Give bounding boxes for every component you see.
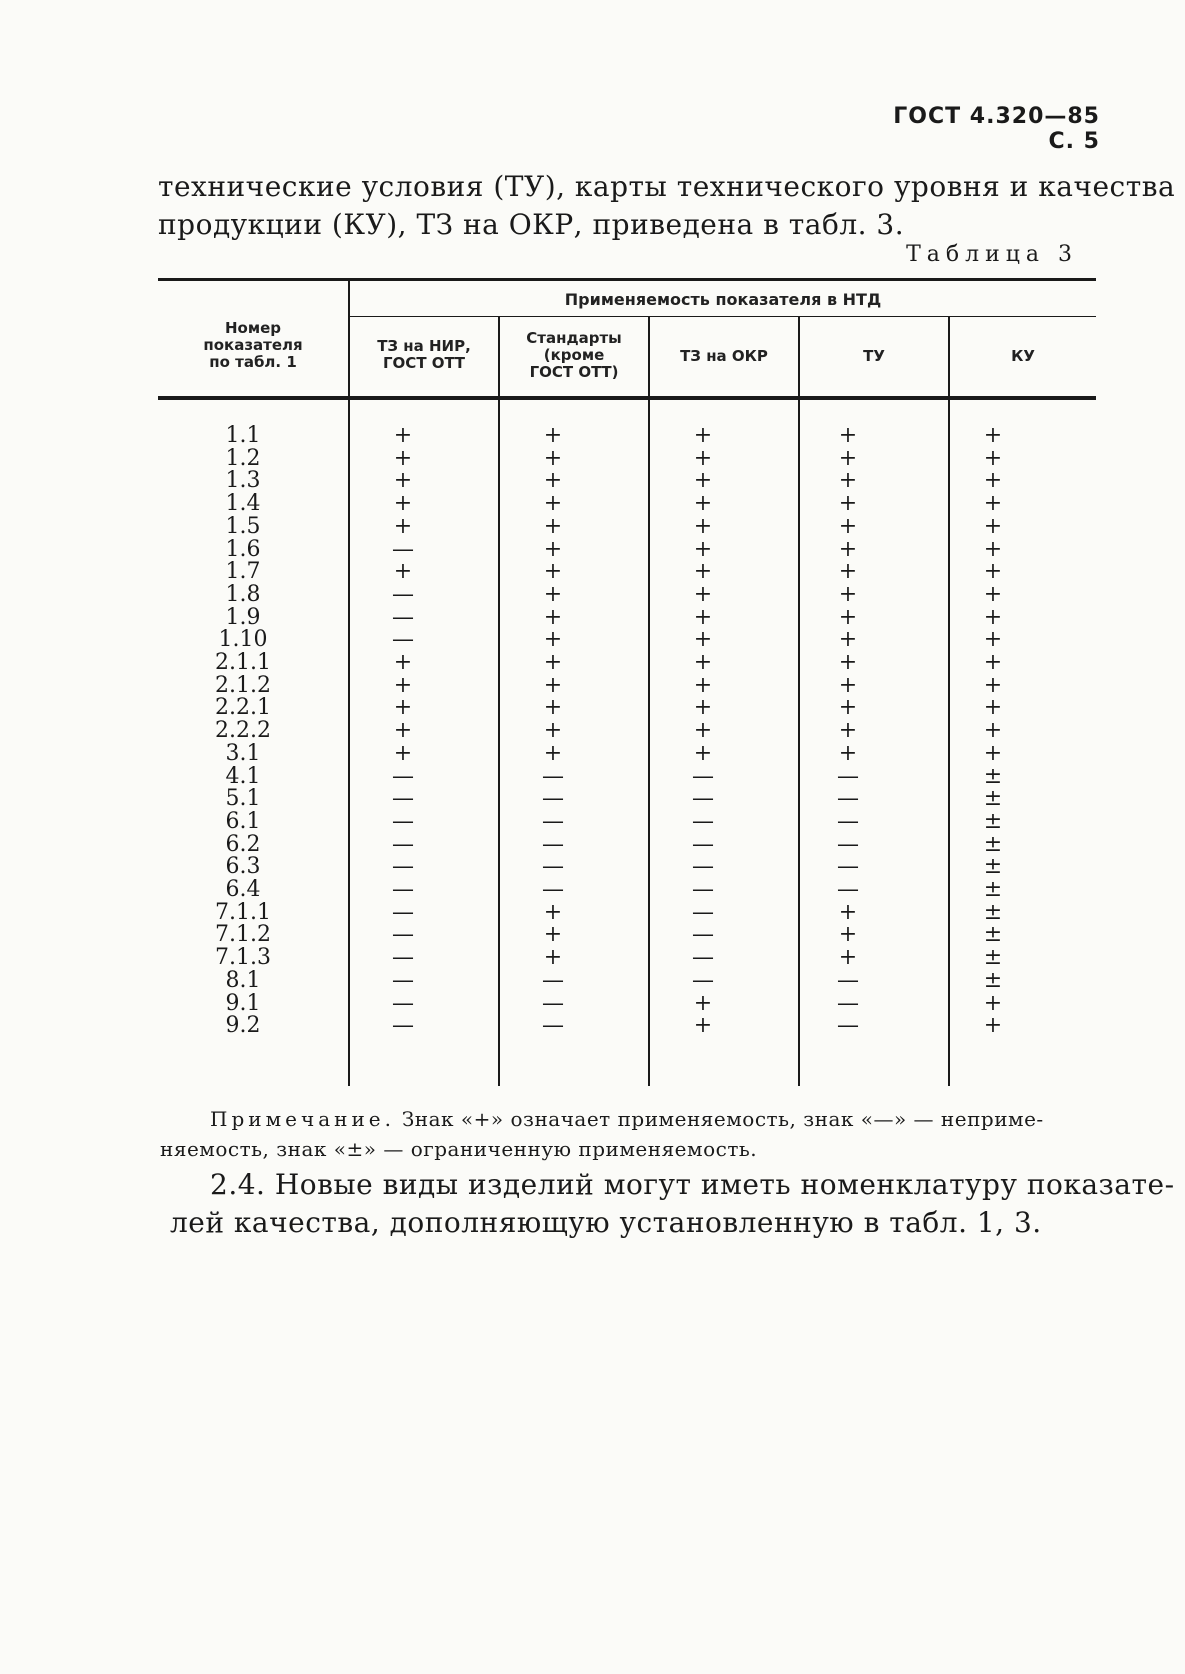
table-row — [158, 696, 1096, 720]
applicability-cell: + — [543, 672, 563, 698]
applicability-cell: + — [543, 581, 563, 607]
applicability-cell: — — [692, 945, 714, 971]
applicability-cell: — — [837, 967, 859, 993]
applicability-cell: + — [693, 990, 713, 1016]
applicability-cell: + — [838, 922, 858, 948]
applicability-cell: + — [693, 559, 713, 585]
applicability-cell: — — [392, 581, 414, 607]
applicability-cell: + — [543, 899, 563, 925]
applicability-cell: + — [543, 922, 563, 948]
table-row — [158, 515, 1096, 539]
applicability-cell: — — [692, 877, 714, 902]
applicability-cell: ± — [983, 786, 1003, 812]
applicability-cell: — — [392, 922, 414, 948]
applicability-cell: — — [692, 831, 714, 857]
applicability-cell: — — [837, 808, 859, 834]
applicability-cell: + — [693, 536, 713, 562]
applicability-cell: + — [543, 491, 563, 517]
applicability-cell: ± — [983, 967, 1003, 993]
applicability-cell: + — [693, 718, 713, 744]
applicability-cell: + — [693, 468, 713, 494]
table-row — [158, 765, 1096, 789]
table-row — [158, 583, 1096, 607]
table-row — [158, 878, 1096, 902]
row-number-cell: 6.3 — [225, 854, 261, 880]
col-header-ku: КУ — [1011, 347, 1035, 365]
applicability-cell: — — [542, 877, 564, 902]
applicability-cell: + — [543, 559, 563, 585]
applicability-cell: + — [393, 491, 413, 517]
applicability-cell: + — [543, 513, 563, 539]
applicability-cell: ± — [983, 763, 1003, 789]
applicability-cell: + — [693, 740, 713, 766]
applicability-cell: — — [392, 899, 414, 925]
applicability-cell: ± — [983, 922, 1003, 948]
applicability-cell: + — [983, 627, 1003, 653]
table-row — [158, 560, 1096, 584]
applicability-cell: + — [983, 559, 1003, 585]
applicability-cell: + — [393, 513, 413, 539]
applicability-cell: — — [392, 990, 414, 1016]
applicability-cell: + — [393, 718, 413, 744]
applicability-cell: + — [838, 559, 858, 585]
row-number-cell: 6.1 — [225, 808, 261, 834]
applicability-cell: + — [838, 945, 858, 971]
applicability-cell: + — [543, 740, 563, 766]
applicability-cell: + — [983, 445, 1003, 471]
applicability-cell: — — [392, 945, 414, 971]
row-number-cell: 1.10 — [218, 627, 268, 653]
applicability-cell: — — [837, 763, 859, 789]
row-number-cell: 9.2 — [225, 1013, 261, 1039]
row-number-cell: 2.1.1 — [215, 650, 271, 675]
group-header: Применяемость показателя в НТД — [564, 290, 882, 309]
table-row — [158, 674, 1096, 698]
applicability-cell: + — [983, 468, 1003, 494]
table-row — [158, 969, 1096, 993]
col-header-number: Номер показателя по табл. 1 — [203, 319, 303, 371]
applicability-cell: + — [693, 491, 713, 517]
table-row — [158, 447, 1096, 471]
row-number-cell: 6.4 — [225, 877, 261, 902]
applicability-cell: — — [837, 1013, 859, 1039]
applicability-cell: + — [693, 423, 713, 448]
applicability-cell: + — [838, 445, 858, 471]
applicability-cell: — — [837, 831, 859, 857]
row-number-cell: 7.1.1 — [215, 899, 271, 925]
applicability-cell: ± — [983, 831, 1003, 857]
row-number-cell: 1.7 — [225, 559, 261, 585]
row-number-cell: 2.2.1 — [215, 695, 271, 721]
table-row — [158, 492, 1096, 516]
row-number-cell: 3.1 — [225, 740, 261, 766]
applicability-cell: — — [692, 899, 714, 925]
note-line-1: Примечание. Знак «+» означает применяемость, знак «—» — неприме- — [210, 1107, 1044, 1131]
applicability-cell: — — [542, 967, 564, 993]
intro-line-1: технические условия (ТУ), карты технического уровня и качества — [158, 170, 1176, 203]
applicability-cell: — — [542, 808, 564, 834]
applicability-cell: ± — [983, 877, 1003, 902]
applicability-cell: — — [392, 854, 414, 880]
applicability-table — [158, 278, 1096, 1086]
applicability-cell: — — [542, 763, 564, 789]
applicability-cell: + — [693, 650, 713, 675]
applicability-cell: — — [692, 786, 714, 812]
applicability-cell: + — [983, 513, 1003, 539]
applicability-cell: — — [692, 967, 714, 993]
applicability-cell: + — [983, 581, 1003, 607]
applicability-cell: + — [838, 627, 858, 653]
table-note — [160, 1104, 1110, 1164]
applicability-cell: + — [393, 672, 413, 698]
applicability-cell: ± — [983, 945, 1003, 971]
table-row — [158, 946, 1096, 970]
applicability-cell: ± — [983, 854, 1003, 880]
applicability-cell: — — [392, 604, 414, 630]
table-top-rule — [158, 278, 1096, 281]
applicability-cell: + — [693, 672, 713, 698]
applicability-cell: — — [392, 627, 414, 653]
applicability-cell: + — [983, 650, 1003, 675]
table-row — [158, 651, 1096, 675]
applicability-cell: + — [838, 513, 858, 539]
table-row — [158, 901, 1096, 925]
row-number-cell: 1.8 — [225, 581, 261, 607]
table-row — [158, 606, 1096, 630]
row-number-cell: 1.2 — [225, 445, 261, 471]
applicability-cell: — — [392, 1013, 414, 1039]
table-row — [158, 923, 1096, 947]
applicability-cell: + — [983, 990, 1003, 1016]
row-number-cell: 6.2 — [225, 831, 261, 857]
paragraph-2-4-line-2: лей качества, дополняющую установленную в табл. 1, 3. — [170, 1206, 1042, 1239]
applicability-cell: — — [392, 763, 414, 789]
applicability-cell: + — [393, 468, 413, 494]
applicability-cell: + — [838, 604, 858, 630]
applicability-cell: + — [983, 740, 1003, 766]
applicability-cell: — — [392, 808, 414, 834]
applicability-cell: + — [543, 536, 563, 562]
applicability-cell: + — [838, 581, 858, 607]
applicability-cell: + — [983, 491, 1003, 517]
applicability-cell: + — [693, 445, 713, 471]
applicability-cell: ± — [983, 899, 1003, 925]
row-number-cell: 2.1.2 — [215, 672, 271, 698]
row-number-cell: 1.4 — [225, 491, 261, 517]
applicability-cell: + — [693, 581, 713, 607]
table-row — [158, 787, 1096, 811]
applicability-cell: — — [692, 854, 714, 880]
row-number-cell: 8.1 — [225, 967, 261, 993]
applicability-cell: + — [983, 604, 1003, 630]
table-row — [158, 833, 1096, 857]
applicability-cell: + — [393, 695, 413, 721]
applicability-cell: — — [542, 1013, 564, 1039]
paragraph-2-4 — [170, 1166, 1175, 1242]
applicability-cell: + — [983, 423, 1003, 448]
applicability-cell: + — [838, 740, 858, 766]
applicability-cell: + — [983, 1013, 1003, 1039]
applicability-cell: + — [983, 536, 1003, 562]
applicability-cell: + — [543, 423, 563, 448]
col-header-tz-nir: ТЗ на НИР, ГОСТ ОТТ — [377, 337, 471, 372]
applicability-cell: — — [692, 808, 714, 834]
table-row — [158, 742, 1096, 766]
applicability-cell: — — [392, 877, 414, 902]
applicability-cell: — — [692, 763, 714, 789]
intro-line-2: продукции (КУ), ТЗ на ОКР, приведена в табл. 3. — [158, 208, 905, 241]
row-number-cell: 1.9 — [225, 604, 261, 630]
intro-paragraph — [158, 168, 1176, 244]
applicability-cell: ± — [983, 808, 1003, 834]
applicability-cell: + — [693, 627, 713, 653]
applicability-cell: + — [838, 718, 858, 744]
table-row — [158, 469, 1096, 493]
table-row — [158, 1014, 1096, 1038]
applicability-cell: — — [392, 831, 414, 857]
applicability-cell: + — [838, 468, 858, 494]
applicability-cell: + — [543, 604, 563, 630]
applicability-cell: + — [838, 650, 858, 675]
row-number-cell: 5.1 — [225, 786, 261, 812]
table-row — [158, 538, 1096, 562]
page-header: ГОСТ 4.320—85 С. 5 — [893, 104, 1100, 154]
note-line-2: няемость, знак «±» — ограниченную применяемость. — [160, 1137, 758, 1161]
applicability-cell: + — [693, 1013, 713, 1039]
applicability-cell: — — [542, 990, 564, 1016]
note-label: Примечание. — [210, 1107, 395, 1131]
col-header-tz-okr: ТЗ на ОКР — [680, 347, 768, 365]
applicability-cell: + — [838, 672, 858, 698]
applicability-cell: — — [542, 786, 564, 812]
applicability-cell: — — [837, 786, 859, 812]
row-number-cell: 7.1.3 — [215, 945, 271, 971]
col-header-standards: Стандарты (кроме ГОСТ ОТТ) — [526, 329, 622, 381]
row-number-cell: 4.1 — [225, 763, 261, 789]
applicability-cell: + — [543, 650, 563, 675]
applicability-cell: + — [543, 695, 563, 721]
applicability-cell: — — [542, 831, 564, 857]
applicability-cell: — — [392, 536, 414, 562]
applicability-cell: + — [393, 423, 413, 448]
applicability-cell: + — [393, 650, 413, 675]
table-row — [158, 424, 1096, 448]
row-number-cell: 1.6 — [225, 536, 261, 562]
table-row — [158, 992, 1096, 1016]
row-number-cell: 2.2.2 — [215, 718, 271, 744]
applicability-cell: + — [838, 695, 858, 721]
row-number-cell: 9.1 — [225, 990, 261, 1016]
applicability-cell: + — [838, 899, 858, 925]
row-number-cell: 1.3 — [225, 468, 261, 494]
applicability-cell: + — [543, 945, 563, 971]
applicability-cell: — — [392, 786, 414, 812]
applicability-cell: + — [693, 604, 713, 630]
table-row — [158, 855, 1096, 879]
applicability-cell: + — [983, 695, 1003, 721]
applicability-cell: — — [837, 990, 859, 1016]
applicability-cell: + — [393, 740, 413, 766]
applicability-cell: — — [392, 967, 414, 993]
applicability-cell: + — [543, 718, 563, 744]
applicability-cell: + — [693, 513, 713, 539]
applicability-cell: — — [692, 922, 714, 948]
applicability-cell: + — [838, 423, 858, 448]
paragraph-2-4-line-1: 2.4. Новые виды изделий могут иметь номенклатуру показате- — [210, 1168, 1175, 1201]
row-number-cell: 7.1.2 — [215, 922, 271, 948]
applicability-cell: + — [838, 536, 858, 562]
table-row — [158, 628, 1096, 652]
row-number-cell: 1.1 — [225, 423, 261, 448]
applicability-cell: — — [542, 854, 564, 880]
group-header-rule — [348, 316, 1096, 317]
applicability-cell: + — [393, 559, 413, 585]
applicability-cell: + — [543, 627, 563, 653]
applicability-cell: — — [837, 854, 859, 880]
applicability-cell: + — [543, 468, 563, 494]
applicability-cell: + — [543, 445, 563, 471]
applicability-cell: + — [693, 695, 713, 721]
applicability-cell: + — [393, 445, 413, 471]
col-header-tu: ТУ — [863, 347, 885, 365]
table-row — [158, 810, 1096, 834]
applicability-cell: + — [983, 672, 1003, 698]
header-bottom-rule — [158, 396, 1096, 400]
row-number-cell: 1.5 — [225, 513, 261, 539]
table-caption: Таблица 3 — [906, 242, 1078, 267]
applicability-cell: + — [838, 491, 858, 517]
table-row — [158, 719, 1096, 743]
applicability-cell: + — [983, 718, 1003, 744]
applicability-cell: — — [837, 877, 859, 902]
